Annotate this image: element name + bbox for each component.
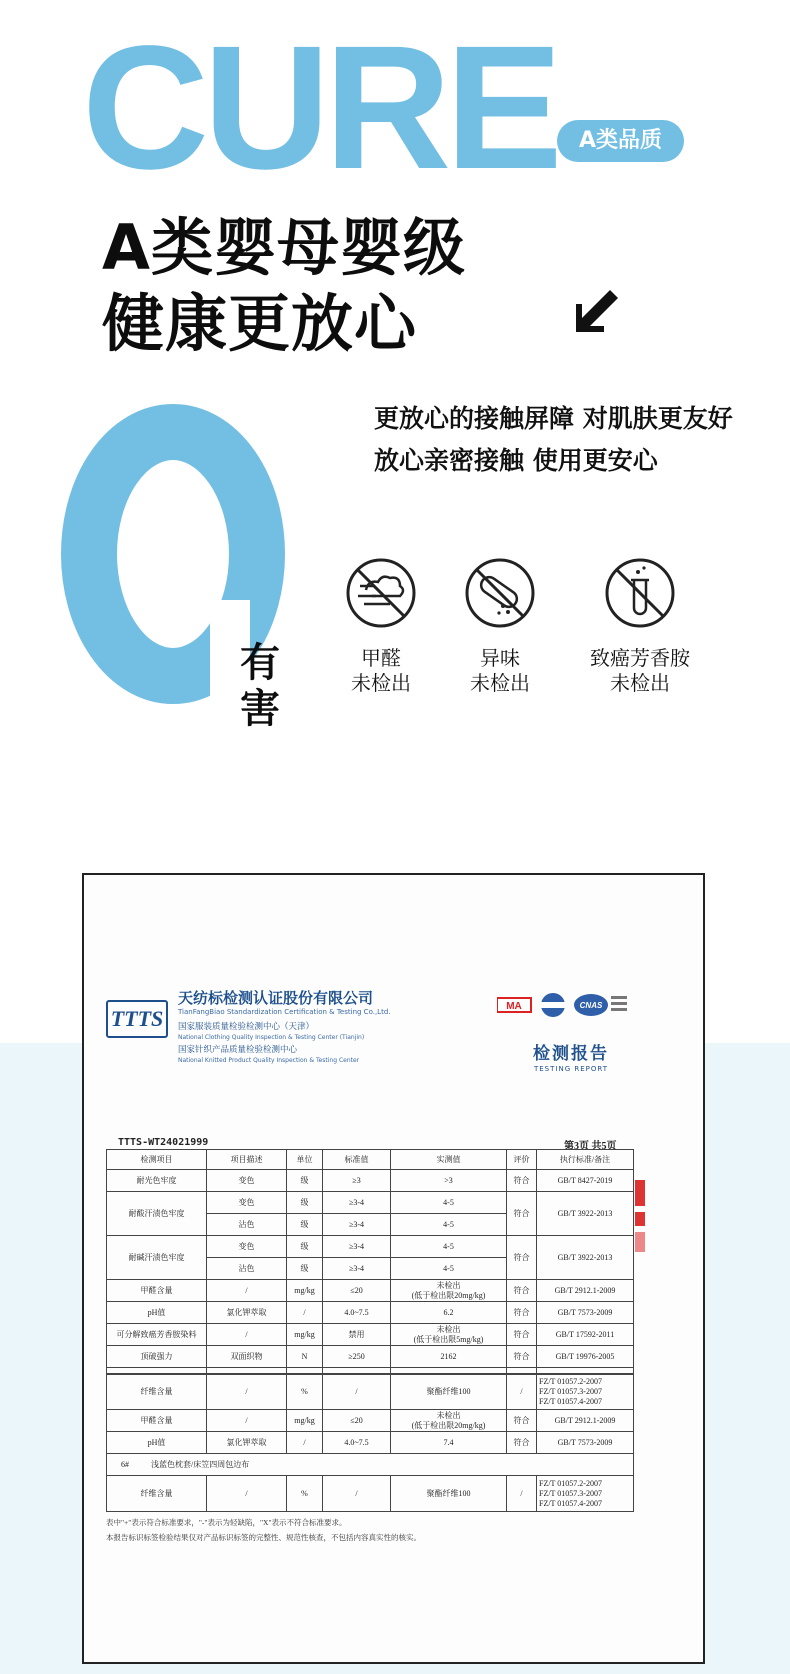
table-cell: /: [207, 1476, 287, 1512]
table-cell: 符合: [507, 1432, 537, 1454]
table-cell: 4-5: [391, 1258, 507, 1280]
result-note: (低于检出限20mg/kg): [411, 1290, 486, 1300]
table-cell: pH值: [107, 1302, 207, 1324]
table-cell: mg/kg: [287, 1324, 323, 1346]
table-cell: 4-5: [391, 1236, 507, 1258]
table-cell: 4.0~7.5: [323, 1432, 391, 1454]
table-cell: 符合: [507, 1236, 537, 1280]
table-cell: 符合: [507, 1302, 537, 1324]
table-cell: ≥3: [323, 1170, 391, 1192]
aromatic-amine-label-line2: 未检出: [610, 671, 670, 695]
table-cell: 沾色: [207, 1258, 287, 1280]
odor-label-line1: 异味: [480, 646, 520, 670]
safety-description: 更放心的接触屏障 对肌肤更友好 放心亲密接触 使用更安心: [374, 404, 733, 475]
cma-logo-icon: [497, 998, 531, 1012]
table-cell: 沾色: [207, 1214, 287, 1236]
table-cell: ≤20: [323, 1280, 391, 1302]
table-cell: 禁用: [323, 1324, 391, 1346]
table-row: [107, 1302, 634, 1324]
harm-label: 有害: [240, 640, 280, 732]
table-row: [107, 1410, 634, 1432]
page-number: 第3页 共5页: [564, 1141, 617, 1152]
odor-label-line2: 未检出: [470, 671, 530, 695]
table-cell: %: [287, 1476, 323, 1512]
testing-report-document: [82, 873, 705, 1664]
table-cell: 可分解致癌芳香胺染料: [107, 1324, 207, 1346]
table-cell: /: [207, 1374, 287, 1410]
table-cell: /: [207, 1280, 287, 1302]
ilac-mra-logo-icon: [541, 993, 565, 1017]
formaldehyde-block: [336, 556, 426, 696]
table-cell: 双面织物: [207, 1346, 287, 1368]
table-row: [107, 1324, 634, 1346]
table-cell: 氯化钾萃取: [207, 1432, 287, 1454]
svg-text:CNAS: CNAS: [579, 1001, 603, 1010]
sample-description: 浅蓝色枕套/床笠四周包边布: [151, 1459, 250, 1469]
standard-line: FZ/T 01057.3-2007: [539, 1488, 602, 1498]
table-cell: %: [287, 1374, 323, 1410]
table-cell: ≥3-4: [323, 1258, 391, 1280]
table-cell: GB/T 17592-2011: [537, 1324, 634, 1346]
table-cell: 聚酯纤维100: [391, 1476, 507, 1512]
table-cell: GB/T 3922-2013: [537, 1236, 634, 1280]
table-cell: GB/T 19976-2005: [537, 1346, 634, 1368]
headline: [102, 210, 466, 362]
svg-text:MA: MA: [506, 1001, 522, 1012]
testing-center-name: 国家服装质量检验检测中心（天津）: [178, 1022, 315, 1032]
table-cell: 耐碱汗渍色牢度: [107, 1236, 207, 1280]
standard-line: FZ/T 01057.4-2007: [539, 1498, 602, 1508]
cure-brand-word: CURE: [82, 10, 557, 206]
table-cell: /: [287, 1302, 323, 1324]
test-results-table: [106, 1149, 634, 1512]
table-cell: 符合: [507, 1280, 537, 1302]
odor-icon: [463, 556, 537, 630]
company-name: 天纺标检测认证股份有限公司: [178, 989, 374, 1007]
aromatic-amine-label: [580, 646, 700, 696]
table-cell: 符合: [507, 1170, 537, 1192]
knitted-center-name: 国家针织产品质量检验检测中心: [178, 1045, 298, 1055]
table-row: [107, 1432, 634, 1454]
table-cell: 6.2: [391, 1302, 507, 1324]
aromatic-amine-label-line1: 致癌芳香胺: [590, 646, 690, 670]
certification-logos: [497, 992, 629, 1018]
table-cell: 级: [287, 1170, 323, 1192]
result-note: (低于检出限5mg/kg): [413, 1334, 484, 1344]
table-cell: GB/T 7573-2009: [537, 1302, 634, 1324]
table-row: [107, 1374, 634, 1410]
table-row: [107, 1346, 634, 1368]
table-cell: 变色: [207, 1192, 287, 1214]
table-cell: [107, 1454, 634, 1476]
report-note-line: 表中"+"表示符合标准要求，"-"表示为轻缺陷，"X"表示不符合标准要求。: [106, 1518, 347, 1527]
table-cell: GB/T 7573-2009: [537, 1432, 634, 1454]
column-header: 执行标准/备注: [537, 1150, 634, 1170]
table-cell: mg/kg: [287, 1280, 323, 1302]
odor-label: [455, 646, 545, 696]
column-header: 实测值: [391, 1150, 507, 1170]
table-row: [107, 1192, 634, 1214]
company-name-en: TianFangBiao Standardization Certification & Testing Co.,Ltd.: [178, 1008, 391, 1016]
cnas-logo-icon: [574, 994, 608, 1016]
table-cell: N: [287, 1346, 323, 1368]
company-info: [178, 989, 391, 1065]
table-cell: 甲醛含量: [107, 1280, 207, 1302]
table-cell: 甲醛含量: [107, 1410, 207, 1432]
table-cell: pH值: [107, 1432, 207, 1454]
table-cell: 符合: [507, 1324, 537, 1346]
table-cell: 变色: [207, 1236, 287, 1258]
table-cell: ≥250: [323, 1346, 391, 1368]
table-section-row: [107, 1454, 634, 1476]
table-cell: 变色: [207, 1170, 287, 1192]
headline-line-2: 健康更放心: [102, 287, 418, 360]
aromatic-amine-icon: [603, 556, 677, 630]
grade-badge: A类品质: [557, 120, 684, 162]
table-cell: ≤20: [323, 1410, 391, 1432]
table-cell: 耐酸汗渍色牢度: [107, 1192, 207, 1236]
table-cell: 级: [287, 1258, 323, 1280]
report-title: [521, 1043, 621, 1073]
column-header: 项目描述: [207, 1150, 287, 1170]
standard-line: FZ/T 01057.2-2007: [539, 1376, 602, 1386]
table-cell: 符合: [507, 1410, 537, 1432]
result-note: (低于检出限20mg/kg): [411, 1420, 486, 1430]
report-title-cn: 检测报告: [533, 1044, 609, 1064]
table-cell: >3: [391, 1170, 507, 1192]
table-cell: mg/kg: [287, 1410, 323, 1432]
table-cell: /: [507, 1476, 537, 1512]
accreditation-mark-icon: [611, 996, 627, 1011]
knitted-center-name-en: National Knitted Product Quality Inspection & Testing Center: [178, 1057, 360, 1064]
standard-line: FZ/T 01057.4-2007: [539, 1396, 602, 1406]
table-cell: 耐光色牢度: [107, 1170, 207, 1192]
column-header: 检测项目: [107, 1150, 207, 1170]
table-cell: [391, 1410, 507, 1432]
column-header: 单位: [287, 1150, 323, 1170]
report-note-line: 本报告标识标签检验结果仅对产品标识标签的完整性、规范性核查，不包括内容真实性的核实。: [106, 1533, 421, 1542]
table-cell: GB/T 2912.1-2009: [537, 1280, 634, 1302]
formaldehyde-label: [336, 646, 426, 696]
table-cell: 2162: [391, 1346, 507, 1368]
table-cell: /: [287, 1432, 323, 1454]
report-number: TTTS-WT24021999: [118, 1137, 209, 1148]
table-cell: 级: [287, 1236, 323, 1258]
table-cell: ≥3-4: [323, 1214, 391, 1236]
standard-line: FZ/T 01057.2-2007: [539, 1478, 602, 1488]
table-cell: 7.4: [391, 1432, 507, 1454]
table-cell: 纤维含量: [107, 1476, 207, 1512]
table-cell: 级: [287, 1214, 323, 1236]
table-cell: ≥3-4: [323, 1236, 391, 1258]
table-cell: 氯化钾萃取: [207, 1302, 287, 1324]
table-cell: 4-5: [391, 1214, 507, 1236]
table-cell: GB/T 2912.1-2009: [537, 1410, 634, 1432]
table-cell: 级: [287, 1192, 323, 1214]
table-cell: 符合: [507, 1346, 537, 1368]
table-row: [107, 1236, 634, 1258]
odor-block: [455, 556, 545, 696]
table-cell: [391, 1280, 507, 1302]
table-cell: 4-5: [391, 1192, 507, 1214]
company-logo: TTTS: [106, 1000, 168, 1038]
table-cell: ≥3-4: [323, 1192, 391, 1214]
standard-line: FZ/T 01057.3-2007: [539, 1386, 602, 1396]
table-cell: /: [207, 1324, 287, 1346]
table-row: [107, 1476, 634, 1512]
table-cell: 纤维含量: [107, 1374, 207, 1410]
arrow-down-left-icon: [576, 290, 618, 332]
column-header: 标准值: [323, 1150, 391, 1170]
table-row: [107, 1170, 634, 1192]
table-cell: [537, 1476, 634, 1512]
formaldehyde-label-line1: 甲醛: [361, 646, 401, 670]
aromatic-amine-block: [580, 556, 700, 696]
column-header: 评价: [507, 1150, 537, 1170]
formaldehyde-label-line2: 未检出: [351, 671, 411, 695]
result-value: 未检出: [436, 1410, 461, 1420]
table-cell: /: [507, 1374, 537, 1410]
table-cell: 4.0~7.5: [323, 1302, 391, 1324]
result-value: 未检出: [436, 1280, 461, 1290]
table-cell: 符合: [507, 1192, 537, 1236]
table-cell: [391, 1324, 507, 1346]
table-cell: [537, 1374, 634, 1410]
table-header-row: [107, 1150, 634, 1170]
table-cell: GB/T 3922-2013: [537, 1192, 634, 1236]
table-cell: /: [207, 1410, 287, 1432]
report-title-en: TESTING REPORT: [533, 1065, 609, 1073]
formaldehyde-icon: [344, 556, 418, 630]
headline-line-1: A类婴母婴级: [102, 211, 466, 284]
table-cell: 聚酯纤维100: [391, 1374, 507, 1410]
table-cell: 顶破强力: [107, 1346, 207, 1368]
report-notes: [106, 1515, 636, 1545]
result-value: 未检出: [436, 1324, 461, 1334]
sample-number: 6#: [121, 1459, 129, 1469]
table-row: [107, 1280, 634, 1302]
table-cell: /: [323, 1476, 391, 1512]
table-cell: /: [323, 1374, 391, 1410]
seal-edge-mark: [635, 1180, 645, 1258]
testing-center-name-en: National Clothing Quality Inspection & Testing Center (Tianjin): [178, 1034, 365, 1041]
table-cell: GB/T 8427-2019: [537, 1170, 634, 1192]
